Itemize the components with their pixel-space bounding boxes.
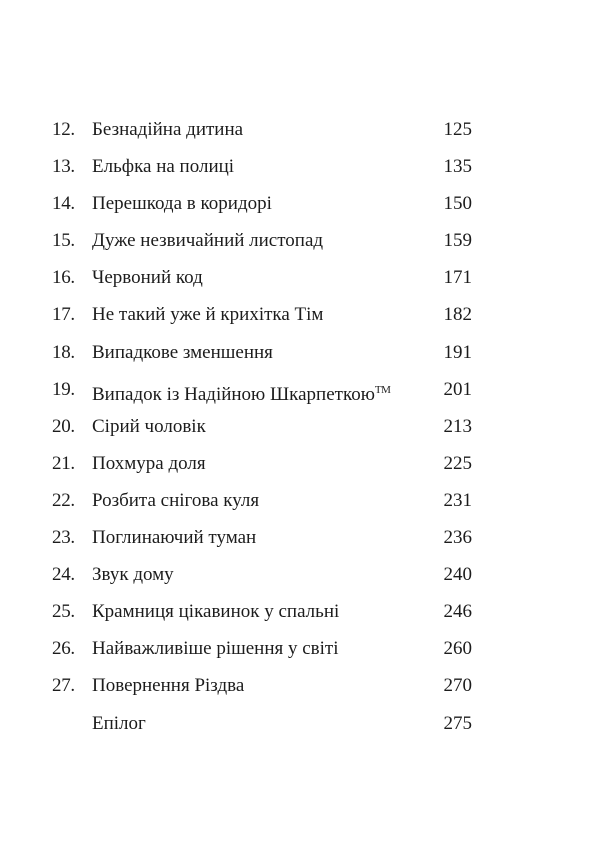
page-number: 135 — [443, 156, 472, 178]
chapter-number: 27. — [52, 675, 75, 697]
page-number: 260 — [443, 638, 472, 660]
chapter-number: 15. — [52, 230, 75, 252]
chapter-title: Розбита снігова куля — [92, 489, 260, 511]
toc-entry-13 — [52, 150, 476, 187]
chapter-number: 21. — [52, 452, 75, 474]
toc-entry-25 — [52, 595, 476, 632]
page-number: 246 — [443, 601, 472, 623]
chapter-title: Поглинаючий туман — [92, 527, 257, 549]
toc-entry-19 — [52, 373, 476, 410]
page-number: 240 — [443, 564, 472, 586]
page-number: 236 — [443, 527, 472, 549]
chapter-title: Дуже незвичайний листопад — [92, 230, 324, 252]
chapter-title: Похмура доля — [92, 452, 206, 474]
page-number: 191 — [443, 341, 472, 363]
page-number: 201 — [443, 378, 472, 400]
page-number: 171 — [443, 267, 472, 289]
chapter-number: 17. — [52, 304, 75, 326]
chapter-number: 16. — [52, 267, 75, 289]
page-number: 125 — [443, 119, 472, 140]
page-number: 150 — [443, 193, 472, 215]
page-number: 213 — [443, 415, 472, 437]
chapter-number: 22. — [52, 489, 75, 511]
chapter-title: Не такий уже й крихітка Тім — [92, 304, 324, 326]
toc-entry-14 — [52, 187, 476, 224]
toc-entry-epilogue — [52, 707, 476, 744]
page-number: 270 — [443, 675, 472, 697]
chapter-number: 19. — [52, 378, 75, 400]
chapter-number: 14. — [52, 193, 75, 215]
chapter-number: 12. — [52, 119, 75, 140]
toc-entry-26 — [52, 632, 476, 669]
chapter-title: Епілог — [92, 712, 146, 734]
chapter-title: Крамниця цікавинок у спальні — [92, 601, 340, 623]
table-of-contents — [52, 113, 476, 744]
chapter-title: Звук дому — [92, 564, 174, 586]
page-number: 159 — [443, 230, 472, 252]
toc-entry-18 — [52, 336, 476, 373]
chapter-title: Ельфка на полиці — [92, 156, 235, 178]
chapter-number: 26. — [52, 638, 75, 660]
chapter-title — [92, 377, 390, 408]
toc-entry-12 — [52, 113, 476, 150]
toc-entry-27 — [52, 669, 476, 706]
chapter-title: Найважливіше рішення у світі — [92, 638, 339, 660]
toc-entry-20 — [52, 410, 476, 447]
toc-entry-21 — [52, 447, 476, 484]
toc-entry-17 — [52, 298, 476, 335]
toc-entry-24 — [52, 558, 476, 595]
chapter-number: 13. — [52, 156, 75, 178]
chapter-title: Повернення Різдва — [92, 675, 245, 697]
chapter-title: Сірий чоловік — [92, 415, 206, 437]
chapter-title: Випадкове зменшення — [92, 341, 273, 363]
chapter-title-text: Випадок із Надійною Шкарпеткою — [92, 383, 375, 405]
chapter-number: 18. — [52, 341, 75, 363]
chapter-title: Червоний код — [92, 267, 203, 289]
toc-entry-15 — [52, 224, 476, 261]
chapter-number: 25. — [52, 601, 75, 623]
chapter-title: Безнадійна дитина — [92, 119, 244, 140]
page-number: 231 — [443, 489, 472, 511]
page-number: 275 — [443, 712, 472, 734]
toc-entry-22 — [52, 484, 476, 521]
page-number: 182 — [443, 304, 472, 326]
chapter-number: 20. — [52, 415, 75, 437]
chapter-title: Перешкода в коридорі — [92, 193, 272, 215]
toc-entry-16 — [52, 261, 476, 298]
trademark-mark: TM — [374, 383, 391, 396]
toc-entry-23 — [52, 521, 476, 558]
page-number: 225 — [443, 452, 472, 474]
chapter-number: 24. — [52, 564, 75, 586]
chapter-number: 23. — [52, 527, 75, 549]
